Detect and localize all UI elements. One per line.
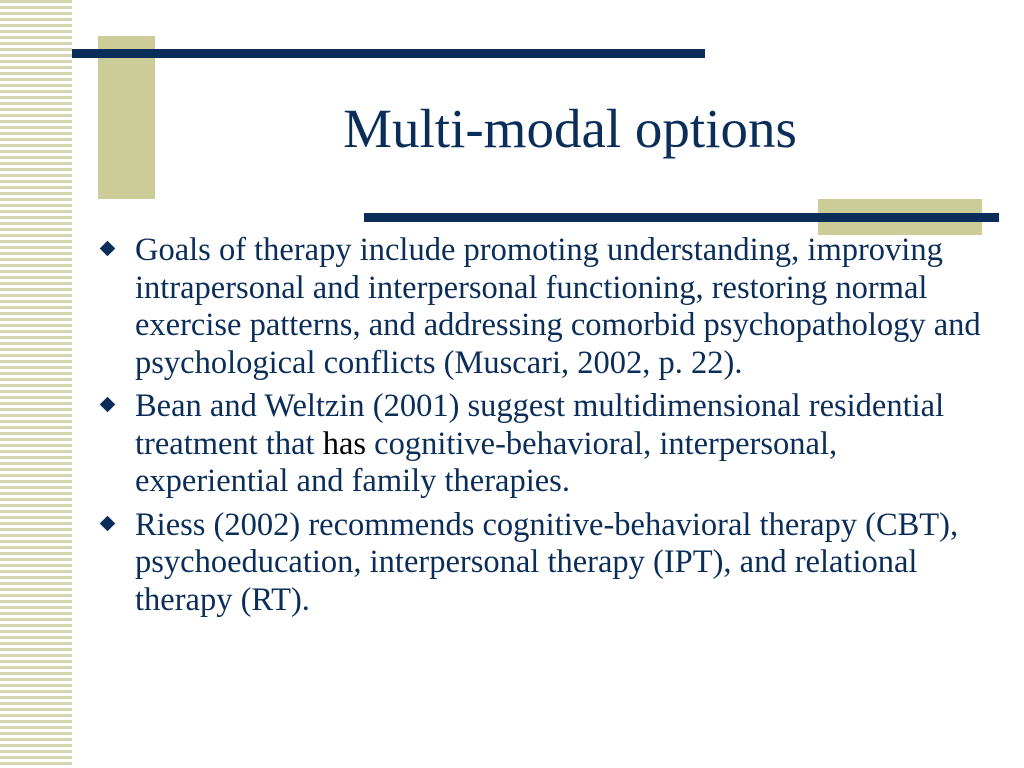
title-rule-bottom bbox=[364, 213, 999, 222]
diamond-bullet-icon bbox=[100, 241, 116, 257]
bullet-item-bean-and-weltzin bbox=[102, 388, 982, 501]
slide-title: Multi-modal options bbox=[343, 98, 797, 159]
bullet-item-goals-of-therapy bbox=[102, 232, 982, 382]
bullet-text: Riess (2002) recommends cognitive-behavioral therapy (CBT), psychoeducation, interpersonal therapy (IPT), and relational therapy (RT). bbox=[135, 506, 959, 618]
bullet-item-riess bbox=[102, 507, 982, 620]
bullet-text: Goals of therapy include promoting understanding, improving intrapersonal and interpersonal functioning, restoring normal exercise patterns, and addressing comorbid psychopathology and psychological conflicts (Muscari, 2002, p. 22). bbox=[135, 232, 981, 381]
decorative-khaki-block-left bbox=[98, 36, 155, 199]
bullet-list bbox=[102, 232, 982, 625]
bullet-text-after: cognitive-behavioral, interpersonal, experiential and family therapies. bbox=[135, 425, 838, 499]
bullet-text-highlight: has bbox=[322, 425, 367, 462]
decorative-side-stripes bbox=[0, 0, 72, 768]
title-rule-top bbox=[72, 49, 705, 58]
diamond-bullet-icon bbox=[100, 515, 116, 531]
bullet-text-before: Bean and Weltzin (2001) suggest multidimensional residential treatment that bbox=[135, 388, 945, 462]
diamond-bullet-icon bbox=[100, 397, 116, 413]
